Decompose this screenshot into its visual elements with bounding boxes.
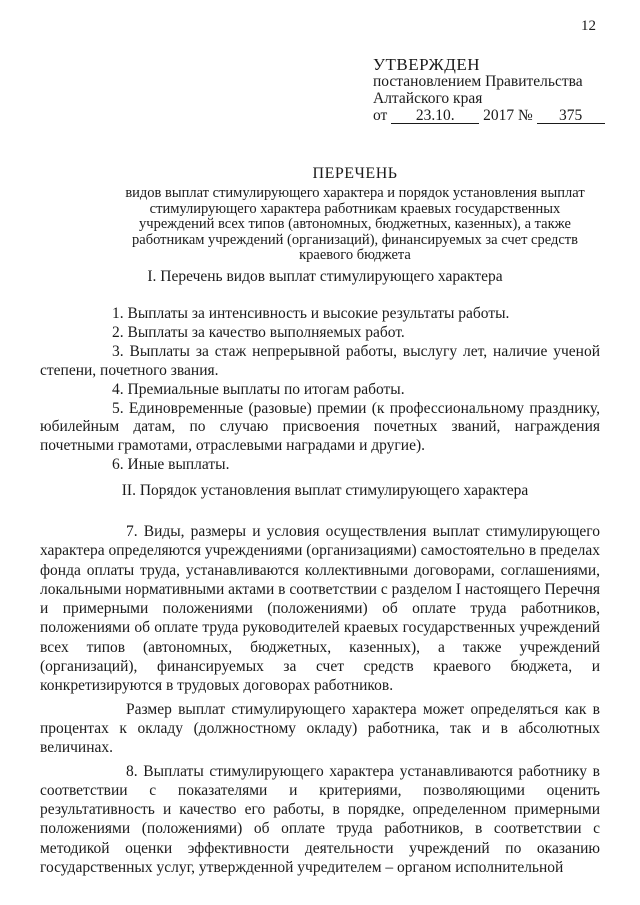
approval-heading: УТВЕРЖДЕН <box>373 55 480 74</box>
page-number: 12 <box>581 18 596 34</box>
approval-line-1: постановлением Правительства <box>373 73 583 90</box>
list-item: 5. Единовременные (разовые) премии (к профессиональному празднику, юбилейным датам, по случаю присвоения почетных званий, награждения почетными грамотами, отраслевыми наградами и другие). <box>40 399 600 454</box>
approval-date-line <box>373 107 605 124</box>
document-title: ПЕРЕЧЕНЬ <box>312 165 398 182</box>
approval-line-2: Алтайского края <box>373 90 483 107</box>
section-1-list <box>40 305 600 474</box>
document-subtitle: видов выплат стимулирующего характера и порядок установления выплат стимулирующего характера работникам краевых государственных учреждений всех типов (автономных, бюджетных, казенных), а также работникам учреждений (организаций), финансируемых за счет средств краевого бюджета <box>125 185 585 263</box>
approval-stamp <box>373 56 605 124</box>
paragraph: 8. Выплаты стимулирующего характера устанавливаются работнику в соответствии с показателями и критериями, позволяющими оценить результативность и качество его работы, в порядке, определенном примерными положениями (положениями) об оплате труда работников, в соответствии с методикой оценки эффективности деятельности учреждений по оказанию государственных услуг, утвержденной учредителем – органом исполнительной <box>40 762 600 877</box>
section-2-body <box>40 522 600 877</box>
approval-number: 375 <box>537 108 605 124</box>
approval-number-sign: № <box>517 107 533 124</box>
paragraph: Размер выплат стимулирующего характера может определяться как в процентах к окладу (должностному окладу) работника, так и в абсолютных величинах. <box>40 700 600 757</box>
list-item: 1. Выплаты за интенсивность и высокие результаты работы. <box>112 305 510 322</box>
approval-year: 2017 <box>483 107 515 124</box>
approval-date: 23.10. <box>391 108 479 124</box>
section-1-heading: I. Перечень видов выплат стимулирующего характера <box>147 268 503 285</box>
list-item: 3. Выплаты за стаж непрерывной работы, выслугу лет, наличие ученой степени, почетного звания. <box>40 343 600 379</box>
document-title-block <box>120 164 590 264</box>
list-item: 4. Премиальные выплаты по итогам работы. <box>112 380 405 398</box>
section-2-heading: II. Порядок установления выплат стимулирующего характера <box>121 482 529 499</box>
list-item: 2. Выплаты за качество выполняемых работ. <box>112 324 405 341</box>
list-item: 6. Иные выплаты. <box>112 455 230 473</box>
approval-from-label: от <box>373 107 388 124</box>
paragraph: 7. Виды, размеры и условия осуществления выплат стимулирующего характера определяются учреждениями (организациями) самостоятельно в пределах фонда оплаты труда, устанавливаются коллективными договорами, соглашениями, локальными нормативными актами в соответствии с разделом I настоящего Перечня и примерными положениями (положениями) об оплате труда работников, положениями об оплате труда руководителей краевых государственных учреждений всех типов (автономных, бюджетных, казенных), а также учреждений (организаций), финансируемых за счет средств краевого бюджета, и конкретизируются в трудовых договорах работников. <box>40 523 600 695</box>
